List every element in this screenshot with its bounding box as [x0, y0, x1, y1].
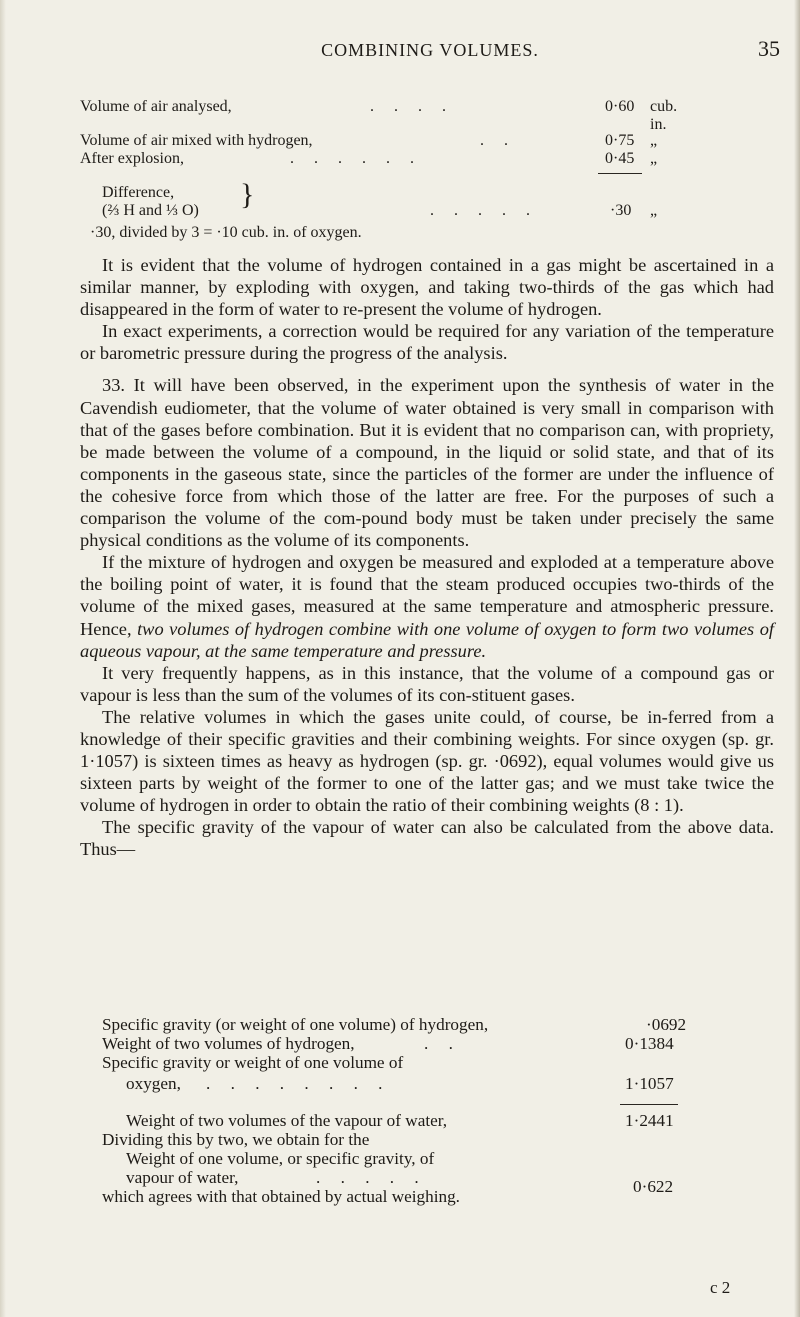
leader-dots: . . . . . . [290, 150, 422, 167]
calc-value: 0·1384 [625, 1034, 674, 1053]
paragraph [80, 551, 774, 661]
row-unit: „ [650, 150, 658, 167]
emphasis-text: two volumes of hydrogen combine with one volume of oxygen to form two volumes of aqueous vapour, at the same temperature and pressure. [80, 618, 774, 661]
paragraph: In exact experiments, a correction would be required for any variation of the temperature or barometric pressure during the progress of the analysis. [80, 321, 774, 364]
leader-dots: . . . . . . . . [206, 1074, 391, 1093]
subtraction-rule [598, 173, 642, 174]
row-unit: „ [650, 132, 658, 149]
row-value: 0·45 [605, 150, 635, 167]
difference-value: ·30 [610, 202, 632, 219]
page-header [80, 36, 780, 70]
paragraph: It is evident that the volume of hydrogen contained in a gas might be ascertained in a similar manner, by exploding with oxygen, and taking two-thirds of the gas which had disappeared in the form of water to re-present the volume of hydrogen. [80, 255, 774, 320]
calc-label: Weight of two volumes of the vapour of water, [126, 1111, 448, 1130]
calc-row [102, 1187, 752, 1207]
paragraph-text: If the mixture of hydrogen and oxygen be measured and exploded at a temperature above the boiling point of water, it is found that the steam produced occupies two-thirds of the volume of the mixed gases, measured at the same temperature and atmospheric pressure. Hence, [80, 552, 774, 639]
body-text [80, 254, 774, 861]
calc-value: 1·1057 [625, 1074, 674, 1093]
calc-row [102, 1130, 752, 1150]
difference-label: Difference, [102, 184, 175, 201]
addition-rule [620, 1104, 678, 1105]
leader-dots: . . . . . [430, 202, 538, 219]
row-label: Volume of air analysed, [80, 98, 232, 115]
calc-label: Weight of one volume, or specific gravity, of [126, 1149, 435, 1168]
row-unit: cub. in. [650, 98, 678, 133]
calc-label: vapour of water, [126, 1168, 239, 1187]
calc-value: 0·622 [633, 1177, 674, 1196]
table-row [80, 202, 690, 224]
calc-row [126, 1074, 776, 1094]
calc-label: Specific gravity or weight of one volume of [102, 1053, 404, 1072]
calc-row [126, 1149, 776, 1169]
calc-row [126, 1168, 776, 1188]
calc-value: 1·2441 [625, 1111, 674, 1130]
leader-dots: . . . . . [316, 1168, 427, 1187]
difference-formula: (⅔ H and ⅓ O) [102, 202, 199, 219]
row-label: Volume of air mixed with hydrogen, [80, 132, 313, 149]
row-label: After explosion, [80, 150, 184, 167]
row-value: 0·60 [605, 98, 635, 115]
calc-label: which agrees with that obtained by actual weighing. [102, 1187, 460, 1206]
calc-label: Specific gravity (or weight of one volume) of hydrogen, [102, 1015, 489, 1034]
leader-dots: . . [480, 132, 516, 149]
page-edge-left [0, 0, 6, 1317]
calc-label: oxygen, [126, 1074, 181, 1093]
running-title: COMBINING VOLUMES. [321, 40, 539, 60]
brace-right: } [240, 178, 255, 211]
difference-unit: „ [650, 202, 658, 219]
calc-row [102, 1053, 752, 1073]
leader-dots: . . . . [370, 98, 454, 115]
calc-label: Weight of two volumes of hydrogen, [102, 1034, 355, 1053]
leader-dots: . . [424, 1034, 461, 1053]
table-row [80, 98, 690, 133]
paragraph-section-33: 33. It will have been observed, in the experiment upon the synthesis of water in the Cavendish eudiometer, that the volume of water obtained is very small in comparison with that of the gases before combination. But it is evident that no comparison can, with propriety, be made between the volume of a compound, in the liquid or solid state, and that of its components in the gaseous state, since the particles of the former are under the influence of the cohesive force from which those of the latter are free. For the purposes of such a comparison the volume of the com-pound body must be taken under precisely the same physical conditions as the volume of its components. [80, 375, 774, 551]
row-value: 0·75 [605, 132, 635, 149]
calc-value: ·0692 [646, 1015, 687, 1034]
signature-mark: c 2 [710, 1278, 731, 1297]
table-row [80, 150, 690, 172]
paragraph: It very frequently happens, as in this instance, that the volume of a compound gas or vapour is less than the sum of the volumes of its con-stituent gases. [80, 662, 774, 705]
paragraph: The relative volumes in which the gases unite could, of course, be in-ferred from a knowledge of their specific gravities and their combining weights. For since oxygen (sp. gr. 1·1057) is sixteen times as heavy as hydrogen (sp. gr. ·0692), equal volumes would give us sixteen parts by weight of the former to one of the latter gas; and we must take twice the volume of hydrogen in order to obtain the ratio of their combining weights (8 : 1). [80, 706, 774, 816]
page-number: 35 [758, 36, 780, 61]
calc-label: Dividing this by two, we obtain for the [102, 1130, 370, 1149]
division-note: ·30, divided by 3 = ·10 cub. in. of oxygen. [90, 224, 362, 241]
paragraph: The specific gravity of the vapour of water can also be calculated from the above data. Thus— [80, 817, 774, 860]
page-edge-right [794, 0, 800, 1317]
calc-row [126, 1111, 776, 1131]
